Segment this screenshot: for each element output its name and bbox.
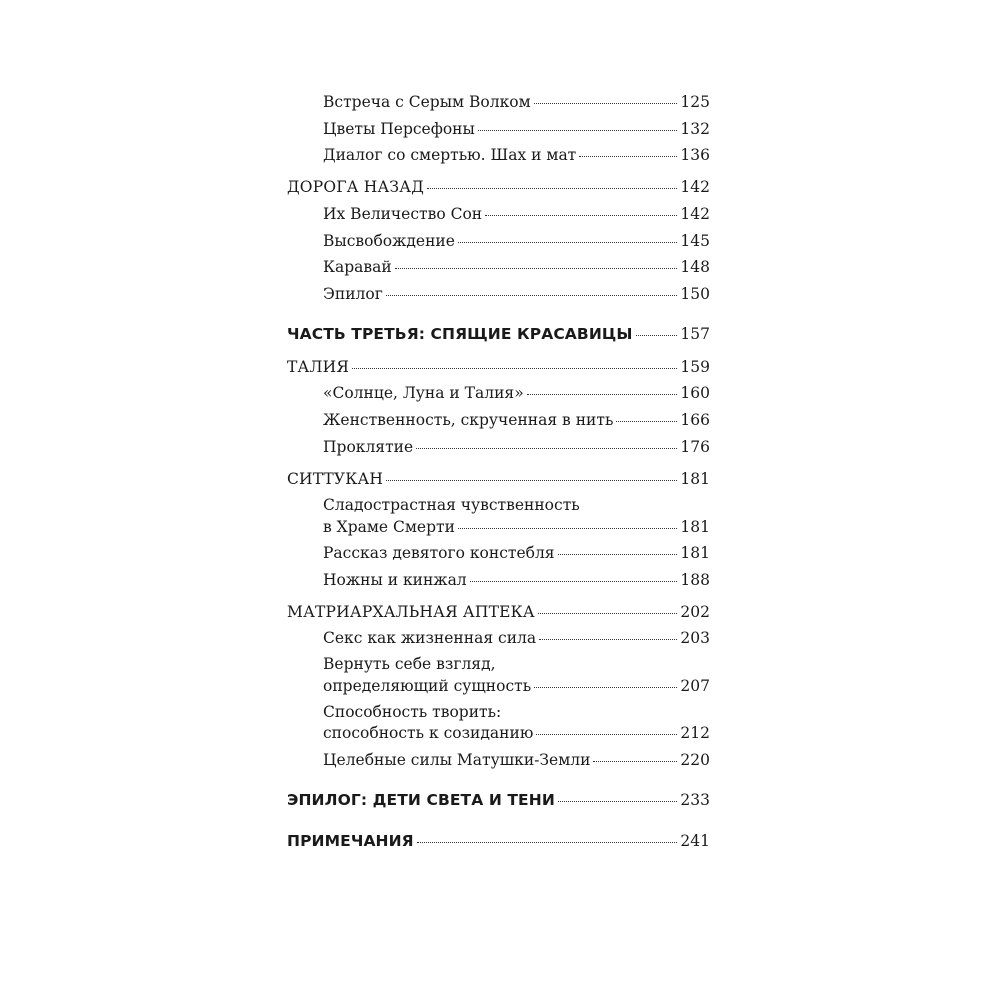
dot-leader bbox=[416, 447, 677, 449]
toc-entry-page: 159 bbox=[680, 358, 710, 376]
dot-leader bbox=[616, 420, 677, 422]
toc-entry-subsection bbox=[323, 750, 710, 770]
toc-entry-title: Диалог со смертью. Шах и мат bbox=[323, 146, 577, 164]
dot-leader bbox=[386, 479, 677, 481]
dot-leader bbox=[558, 800, 678, 802]
toc-entry-page: 142 bbox=[680, 178, 710, 196]
dot-leader bbox=[527, 393, 678, 395]
toc-entry-title: Проклятие bbox=[323, 438, 414, 456]
dot-leader bbox=[539, 638, 677, 640]
toc-entry-title: Встреча с Серым Волком bbox=[323, 93, 531, 111]
toc-entry-page: 181 bbox=[680, 544, 710, 562]
toc-entry-title: Женственность, скрученная в нить bbox=[323, 411, 614, 429]
dot-leader bbox=[458, 241, 677, 243]
toc-entry-page: 166 bbox=[680, 411, 710, 429]
toc-entry-title: ПРИМЕЧАНИЯ bbox=[287, 832, 414, 850]
dot-leader bbox=[558, 553, 678, 555]
toc-entry-title: Рассказ девятого констебля bbox=[323, 544, 555, 562]
toc-entry-page: 181 bbox=[680, 470, 710, 488]
dot-leader bbox=[579, 155, 677, 157]
toc-entry-page: 148 bbox=[680, 258, 710, 276]
toc-entry-title: ЧАСТЬ ТРЕТЬЯ: СПЯЩИЕ КРАСАВИЦЫ bbox=[287, 325, 633, 343]
toc-entry-subsection-line1 bbox=[323, 495, 710, 515]
toc-entry-title: Ножны и кинжал bbox=[323, 571, 467, 589]
toc-entry-title: Сладострастная чувственность bbox=[323, 496, 580, 514]
dot-leader bbox=[427, 187, 677, 189]
dot-leader bbox=[352, 367, 677, 369]
toc-entry-title: Их Величество Сон bbox=[323, 205, 483, 223]
toc-entry-page: 150 bbox=[680, 285, 710, 303]
toc-entry-title: Секс как жизненная сила bbox=[323, 629, 537, 647]
toc-entry-part bbox=[287, 790, 710, 810]
toc-entry-page: 203 bbox=[680, 629, 710, 647]
toc-entry-subsection bbox=[323, 517, 710, 537]
dot-leader bbox=[458, 527, 677, 529]
toc-entry-title-continued: способность к созиданию bbox=[323, 724, 534, 742]
toc-entry-page: 241 bbox=[680, 832, 710, 850]
dot-leader bbox=[636, 334, 678, 336]
toc-entry-chapter bbox=[287, 469, 710, 489]
dot-leader bbox=[470, 580, 678, 582]
toc-entry-title: Вернуть себе взгляд, bbox=[323, 655, 496, 673]
toc-entry-subsection bbox=[323, 92, 710, 112]
toc-entry-subsection-line1 bbox=[323, 702, 710, 722]
dot-leader bbox=[534, 102, 678, 104]
dot-leader bbox=[538, 612, 678, 614]
toc-entry-page: 233 bbox=[680, 791, 710, 809]
toc-entry-page: 176 bbox=[680, 438, 710, 456]
toc-entry-page: 142 bbox=[680, 205, 710, 223]
toc-entry-subsection bbox=[323, 543, 710, 563]
toc-entry-subsection bbox=[323, 676, 710, 696]
dot-leader bbox=[417, 841, 678, 843]
toc-entry-subsection bbox=[323, 723, 710, 743]
toc-entry-subsection bbox=[323, 231, 710, 251]
toc-entry-page: 202 bbox=[680, 603, 710, 621]
toc-entry-page: 136 bbox=[680, 146, 710, 164]
toc-entry-title: Высвобождение bbox=[323, 232, 455, 250]
toc-entry-subsection-line1 bbox=[323, 654, 710, 674]
toc-entry-chapter bbox=[287, 177, 710, 197]
toc-entry-page: 132 bbox=[680, 120, 710, 138]
toc-entry-subsection bbox=[323, 383, 710, 403]
toc-entry-part bbox=[287, 831, 710, 851]
toc-entry-title: «Солнце, Луна и Талия» bbox=[323, 384, 524, 402]
toc-entry-page: 212 bbox=[680, 724, 710, 742]
toc-entry-subsection bbox=[323, 410, 710, 430]
toc-entry-subsection bbox=[323, 257, 710, 277]
dot-leader bbox=[386, 294, 678, 296]
toc-entry-title: ТАЛИЯ bbox=[287, 358, 350, 376]
toc-entry-title-continued: определяющий сущность bbox=[323, 677, 532, 695]
toc-entry-subsection bbox=[323, 145, 710, 165]
dot-leader bbox=[485, 214, 677, 216]
dot-leader bbox=[536, 733, 677, 735]
toc-entry-page: 160 bbox=[680, 384, 710, 402]
toc-entry-page: 188 bbox=[680, 571, 710, 589]
dot-leader bbox=[534, 686, 677, 688]
toc-entry-subsection bbox=[323, 204, 710, 224]
toc-entry-title-continued: в Храме Смерти bbox=[323, 518, 455, 536]
toc-entry-title: Эпилог bbox=[323, 285, 383, 303]
toc-entry-chapter bbox=[287, 357, 710, 377]
toc-entry-title: ДОРОГА НАЗАД bbox=[287, 178, 425, 196]
toc-entry-subsection bbox=[323, 628, 710, 648]
toc-entry-page: 181 bbox=[680, 518, 710, 536]
toc-entry-title: ЭПИЛОГ: ДЕТИ СВЕТА И ТЕНИ bbox=[287, 791, 555, 809]
toc-entry-title: Целебные силы Матушки-Земли bbox=[323, 751, 591, 769]
toc-entry-page: 207 bbox=[680, 677, 710, 695]
toc-entry-title: Способность творить: bbox=[323, 703, 502, 721]
dot-leader bbox=[395, 267, 678, 269]
toc-entry-page: 157 bbox=[680, 325, 710, 343]
toc-entry-subsection bbox=[323, 284, 710, 304]
dot-leader bbox=[593, 760, 677, 762]
toc-entry-subsection bbox=[323, 119, 710, 139]
toc-entry-title: СИТТУКАН bbox=[287, 470, 384, 488]
toc-entry-page: 125 bbox=[680, 93, 710, 111]
toc-entry-title: МАТРИАРХАЛЬНАЯ АПТЕКА bbox=[287, 603, 535, 621]
toc-entry-page: 220 bbox=[680, 751, 710, 769]
dot-leader bbox=[478, 129, 678, 131]
toc-entry-subsection bbox=[323, 437, 710, 457]
toc-entry-subsection bbox=[323, 570, 710, 590]
toc-entry-title: Цветы Персефоны bbox=[323, 120, 475, 138]
toc-entry-chapter bbox=[287, 602, 710, 622]
toc-entry-title: Каравай bbox=[323, 258, 392, 276]
toc-entry-part bbox=[287, 324, 710, 344]
toc-entry-page: 145 bbox=[680, 232, 710, 250]
